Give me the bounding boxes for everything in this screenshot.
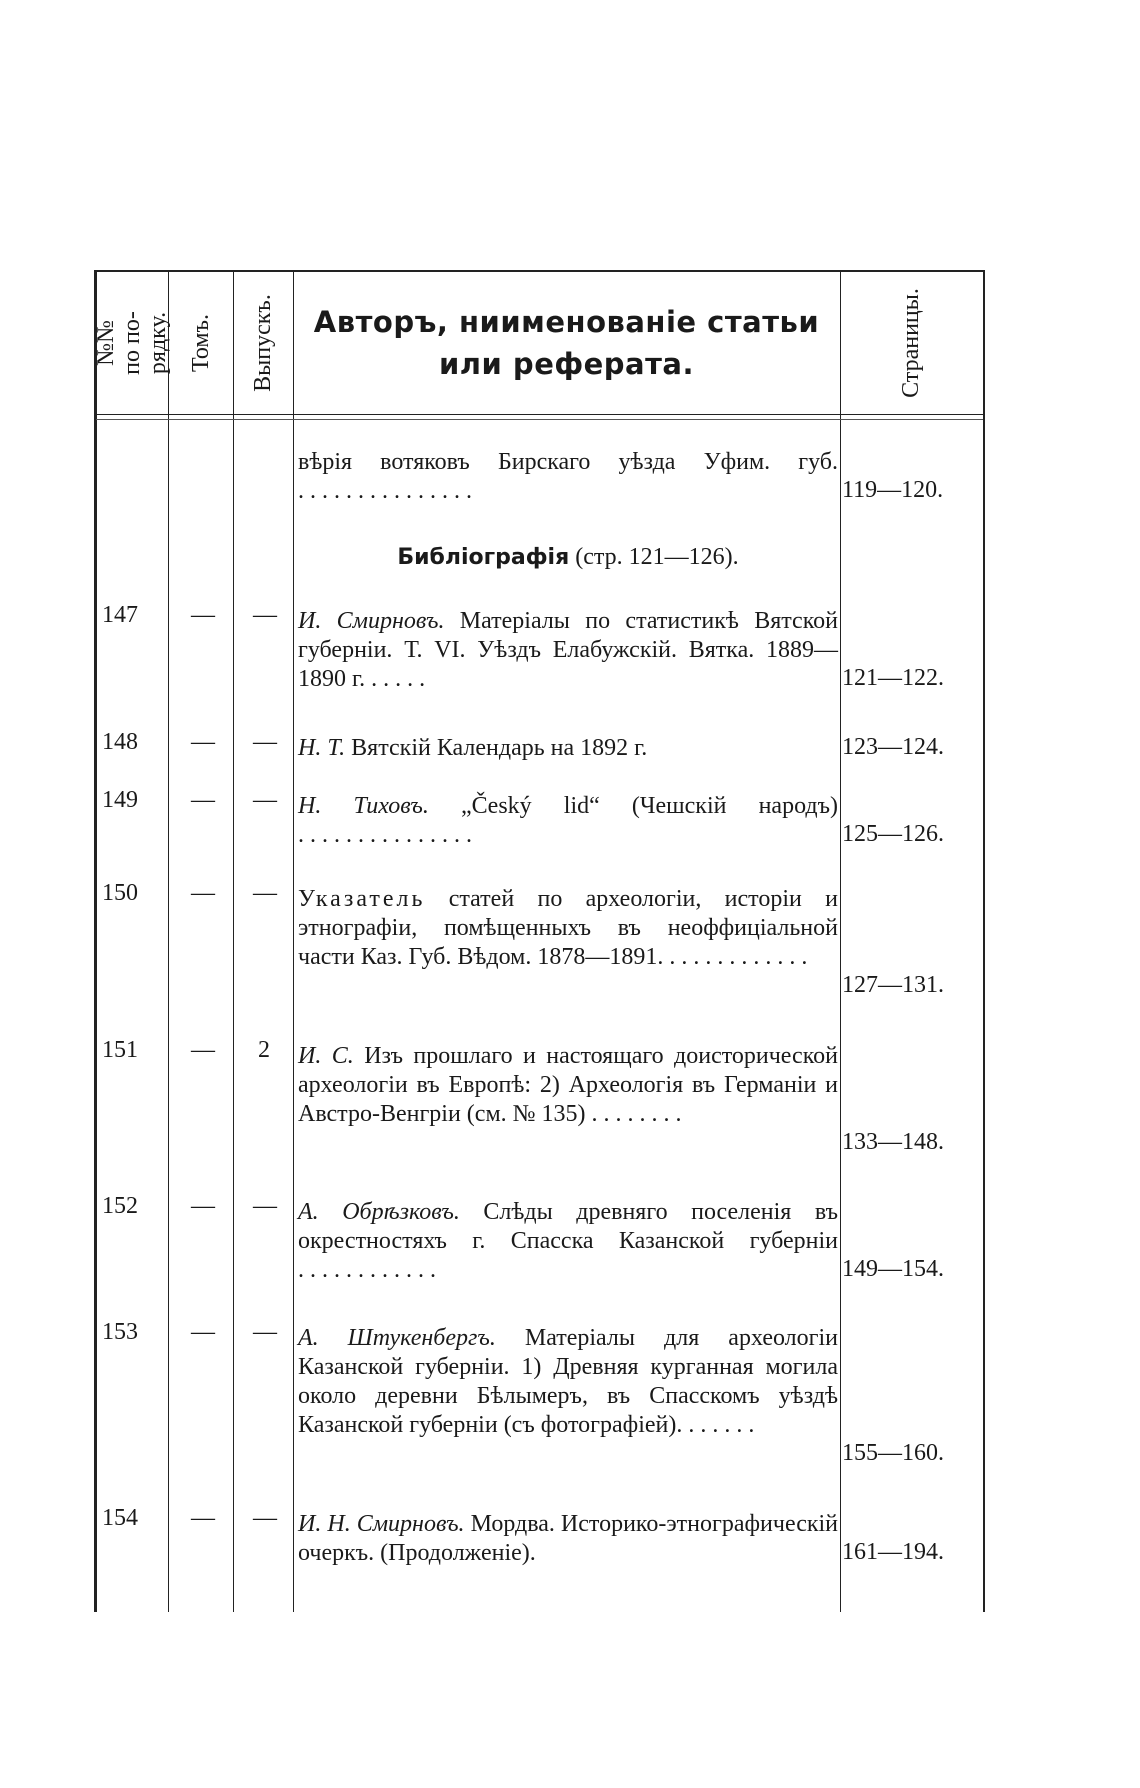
section-label: Библіографія (397, 545, 570, 570)
entry-vypusk: — (253, 1319, 277, 1345)
entry-vypusk: — (253, 787, 277, 813)
header-number: №№ по по-рядку. (93, 311, 171, 375)
column-rule (233, 272, 234, 1612)
entry-tom: — (191, 1193, 215, 1219)
entry-text: А. Штукенбергъ. Матеріалы для археологіи Казанской губерніи. 1) Древняя курганная могила около деревни Бѣлымеръ, въ Спасскомъ уѣздѣ Казанской губерніи (съ фотографіей). ...... (298, 1325, 839, 1438)
entry-tom: — (191, 1505, 215, 1531)
entry-number: 149 (102, 787, 138, 813)
entry-author: И. Смирновъ. (298, 608, 445, 634)
entry-number: 151 (102, 1037, 138, 1063)
entry-number: 154 (102, 1505, 138, 1531)
entry-number: 152 (102, 1193, 138, 1219)
entry-tom: — (191, 1319, 215, 1345)
continuation-entry: вѣрія вотяковъ Бирскаго уѣзда Уфим. губ. ............... (298, 449, 838, 504)
entry-tom: — (191, 880, 215, 906)
entry-author: И. Н. Смирновъ. (298, 1511, 465, 1537)
entry-number: 153 (102, 1319, 138, 1345)
entry-text: И. Н. Смирновъ. Мордва. Историко-этнографическій очеркъ. (Продолженіе). (298, 1511, 839, 1566)
entry-pages: 161—194. (842, 1539, 944, 1565)
header-tom: Томъ. (187, 314, 214, 372)
entry-vypusk: — (253, 880, 277, 906)
section-range: (стр. 121—126). (575, 544, 739, 570)
entry-pages: 123—124. (842, 734, 944, 760)
entry-vypusk: — (253, 602, 277, 628)
entry-text: И. С. Изъ прошлаго и настоящаго доисторической археологіи въ Европѣ: 2) Археологія въ Германіи и Австро-Венгріи (см. № 135) ........ (298, 1043, 838, 1127)
entry-spaced-title: Указатель (298, 886, 426, 912)
header-vypusk: Выпускъ. (250, 294, 277, 392)
entry-pages: 127—131. (842, 972, 944, 998)
column-rule (96, 272, 97, 1612)
entry-text: И. Смирновъ. Матеріалы по статистикѣ Вятской губерніи. Т. VI. Уѣздъ Елабужскій. Вятка. 1889—1890 г. ..... (298, 608, 838, 692)
entry-pages: 133—148. (842, 1129, 944, 1155)
section-heading (298, 544, 838, 571)
entry-text: Н. Тиховъ. „Český lid“ (Чешскій народъ) ............... (298, 793, 839, 848)
entry-tom: — (191, 1037, 215, 1063)
entry-author: Н. Т. (298, 735, 346, 761)
entry-text: Н. Т. Вятскій Календарь на 1892 г. (298, 735, 648, 761)
header-pages: Страницы. (897, 288, 924, 398)
entry-tom: — (191, 787, 215, 813)
entry-tom: — (191, 602, 215, 628)
header-title (293, 272, 840, 414)
header-title-line2: или реферата. (438, 347, 695, 381)
bibliography-table (94, 270, 985, 1612)
entry-author: А. Обрѣзковъ. (298, 1199, 460, 1225)
header-title-line1: Авторъ, ниименованіе статьи (313, 305, 820, 339)
entry-number: 147 (102, 602, 138, 628)
entry-pages: 149—154. (842, 1256, 944, 1282)
column-rule (168, 272, 169, 1612)
entry-author: Н. Тиховъ. (298, 793, 429, 819)
entry-pages: 155—160. (842, 1440, 944, 1466)
entry-text: Указатель статей по археологіи, исторіи и этнографіи, помѣщенныхъ въ неоффиціальной части Каз. Губ. Вѣдом. 1878—1891. ............ (298, 886, 838, 970)
entry-text: А. Обрѣзковъ. Слѣды древняго поселенія въ окрестностяхъ г. Спасска Казанской губерніи ............ (298, 1199, 838, 1283)
entry-vypusk: — (253, 729, 277, 755)
entry-tom: — (191, 729, 215, 755)
entry-author: А. Штукенбергъ. (298, 1325, 496, 1351)
entry-vypusk: 2 (258, 1037, 270, 1063)
column-rule (293, 272, 294, 1612)
entry-author: И. С. (298, 1043, 354, 1069)
entry-pages: 121—122. (842, 665, 944, 691)
entry-vypusk: — (253, 1193, 277, 1219)
entry-number: 148 (102, 729, 138, 755)
header-divider (96, 419, 983, 420)
header-divider (96, 414, 983, 415)
entry-number: 150 (102, 880, 138, 906)
continuation-pages: 119—120. (842, 477, 944, 503)
column-rule (840, 272, 841, 1612)
entry-vypusk: — (253, 1505, 277, 1531)
entry-pages: 125—126. (842, 821, 944, 847)
